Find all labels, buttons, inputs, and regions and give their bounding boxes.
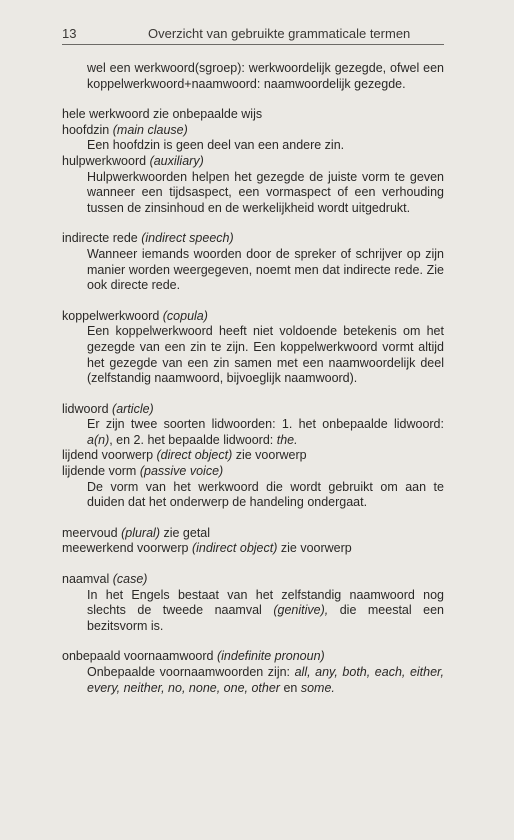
example-word: (genitive), bbox=[273, 603, 329, 618]
entry-gap bbox=[62, 216, 444, 231]
entry-koppelwerkwoord bbox=[62, 309, 444, 387]
entry-gloss: (indefinite pronoun) bbox=[216, 649, 325, 664]
entry-term-line bbox=[62, 448, 444, 464]
entry-hoofdzin bbox=[62, 123, 444, 154]
entry-definition: Een hoofdzin is geen deel van een andere zin. bbox=[87, 138, 345, 153]
entry-gap bbox=[62, 557, 444, 572]
entry-definition bbox=[62, 417, 444, 448]
entry-indirecte-rede bbox=[62, 231, 444, 293]
definition-text: , en 2. het bepaalde lidwoord: bbox=[109, 432, 274, 447]
running-title: Overzicht van gebruikte grammaticale termen bbox=[148, 26, 411, 41]
example-word: all, any, both, each, either, every, neither, no, none, one, other bbox=[87, 665, 444, 695]
page-number: 13 bbox=[62, 26, 77, 41]
entry-term-line bbox=[62, 541, 444, 557]
entry-definition bbox=[62, 665, 444, 696]
entry-definition: Wanneer iemands woorden door de spreker of schrijver op zijn manier worden weergegeven, noemt men dat indirecte rede. Zie ook directe rede. bbox=[87, 246, 444, 293]
example-word: the. bbox=[276, 432, 298, 447]
entry-term-line bbox=[62, 526, 444, 542]
entry-gloss: (plural) bbox=[121, 525, 160, 540]
entry-gloss: (direct object) bbox=[156, 448, 233, 463]
entry-hulpwerkwoord bbox=[62, 154, 444, 216]
entry-term-line bbox=[62, 649, 444, 665]
entry-gap bbox=[62, 387, 444, 402]
entry-term-line bbox=[62, 154, 444, 170]
example-word: a(n) bbox=[87, 432, 110, 447]
entry-gloss: (indirect object) bbox=[191, 541, 278, 556]
entry-definition: wel een werkwoord(sgroep): werkwoordelijk gezegde, ofwel een koppelwerkwoord+naamwoord: naamwoordelijk gezegde. bbox=[87, 61, 444, 91]
entry-onbepaald-voornaamwoord bbox=[62, 649, 444, 696]
entry-term-line bbox=[62, 402, 444, 418]
entry-term: lijdende vorm bbox=[62, 464, 137, 479]
entry-term-line bbox=[62, 309, 444, 325]
entry-definition bbox=[62, 588, 444, 635]
definition-text: Onbepaalde voornaamwoorden zijn: bbox=[87, 665, 291, 679]
entry-term-line bbox=[62, 572, 444, 588]
entry-term-line bbox=[62, 123, 444, 139]
entry-gloss: (auxiliary) bbox=[149, 153, 204, 168]
entry-gap bbox=[62, 92, 444, 107]
entry-term: lidwoord bbox=[62, 401, 109, 416]
entry-lijdend-voorwerp bbox=[62, 448, 444, 464]
entry-term: naamval bbox=[62, 572, 110, 587]
entry-gloss: (passive voice) bbox=[139, 464, 224, 479]
glossary-body bbox=[62, 61, 444, 696]
entry-gap bbox=[62, 634, 444, 649]
definition-text: die meestal een bezitsvorm is. bbox=[87, 603, 444, 633]
entry-term: lijdend voorwerp bbox=[62, 448, 154, 463]
definition-text: Er zijn twee soorten lidwoorden: 1. het onbepaalde lidwoord: bbox=[87, 417, 444, 432]
entry-term: koppelwerkwoord bbox=[62, 308, 160, 323]
entry-gloss: (indirect speech) bbox=[141, 231, 234, 246]
definition-text: In het Engels bestaat van het zelfstandig naamwoord nog slechts de tweede naamval bbox=[87, 587, 444, 618]
entry-gloss: (article) bbox=[112, 401, 154, 416]
entry-naamval bbox=[62, 572, 444, 634]
entry-term: meewerkend voorwerp bbox=[62, 541, 189, 556]
entry-term: hulpwerkwoord bbox=[62, 153, 147, 168]
entry-lijdende-vorm bbox=[62, 464, 444, 511]
entry-definition: De vorm van het werkwoord die wordt gebruikt om aan te duiden dat het onderwerp de handeling ondergaat. bbox=[87, 479, 444, 510]
cross-reference: zie getal bbox=[163, 525, 211, 540]
entry-meervoud bbox=[62, 526, 444, 542]
entry-definition: Een koppelwerkwoord heeft niet voldoende betekenis om het gezegde van een zin te zijn. Een koppelwerkwoord vormt altijd het gezegde van een zin samen met een naamwoordelijk deel (zelfstandig naamwoord, bijvoeglijk naamwoord). bbox=[87, 324, 444, 386]
entry-continuation bbox=[62, 61, 444, 92]
entry-gap bbox=[62, 511, 444, 526]
entry-definition: Hulpwerkwoorden helpen het gezegde de juiste vorm te geven wanneer een tijdsaspect, een vormaspect of een verhouding tussen de zinsinhoud en de werkelijkheid wordt uitgedrukt. bbox=[87, 169, 444, 215]
entry-lidwoord bbox=[62, 402, 444, 449]
example-word: some. bbox=[300, 680, 335, 695]
entry-term: hoofdzin bbox=[62, 122, 110, 137]
entry-gloss: (copula) bbox=[162, 308, 208, 323]
entry-gap bbox=[62, 294, 444, 309]
entry-term: hele werkwoord zie onbepaalde wijs bbox=[62, 107, 263, 122]
entry-term-line bbox=[62, 231, 444, 247]
header-rule bbox=[62, 44, 444, 45]
entry-term: meervoud bbox=[62, 525, 118, 540]
entry-hele-werkwoord bbox=[62, 107, 444, 123]
entry-term: onbepaald voornaamwoord bbox=[62, 649, 214, 664]
entry-gloss: (main clause) bbox=[112, 122, 188, 137]
entry-term: indirecte rede bbox=[62, 231, 138, 246]
cross-reference: zie voorwerp bbox=[280, 541, 352, 556]
entry-meewerkend-voorwerp bbox=[62, 541, 444, 557]
cross-reference: zie voorwerp bbox=[235, 448, 307, 463]
entry-gloss: (case) bbox=[112, 572, 148, 587]
entry-term-line bbox=[62, 464, 444, 480]
definition-text: en bbox=[283, 680, 298, 695]
